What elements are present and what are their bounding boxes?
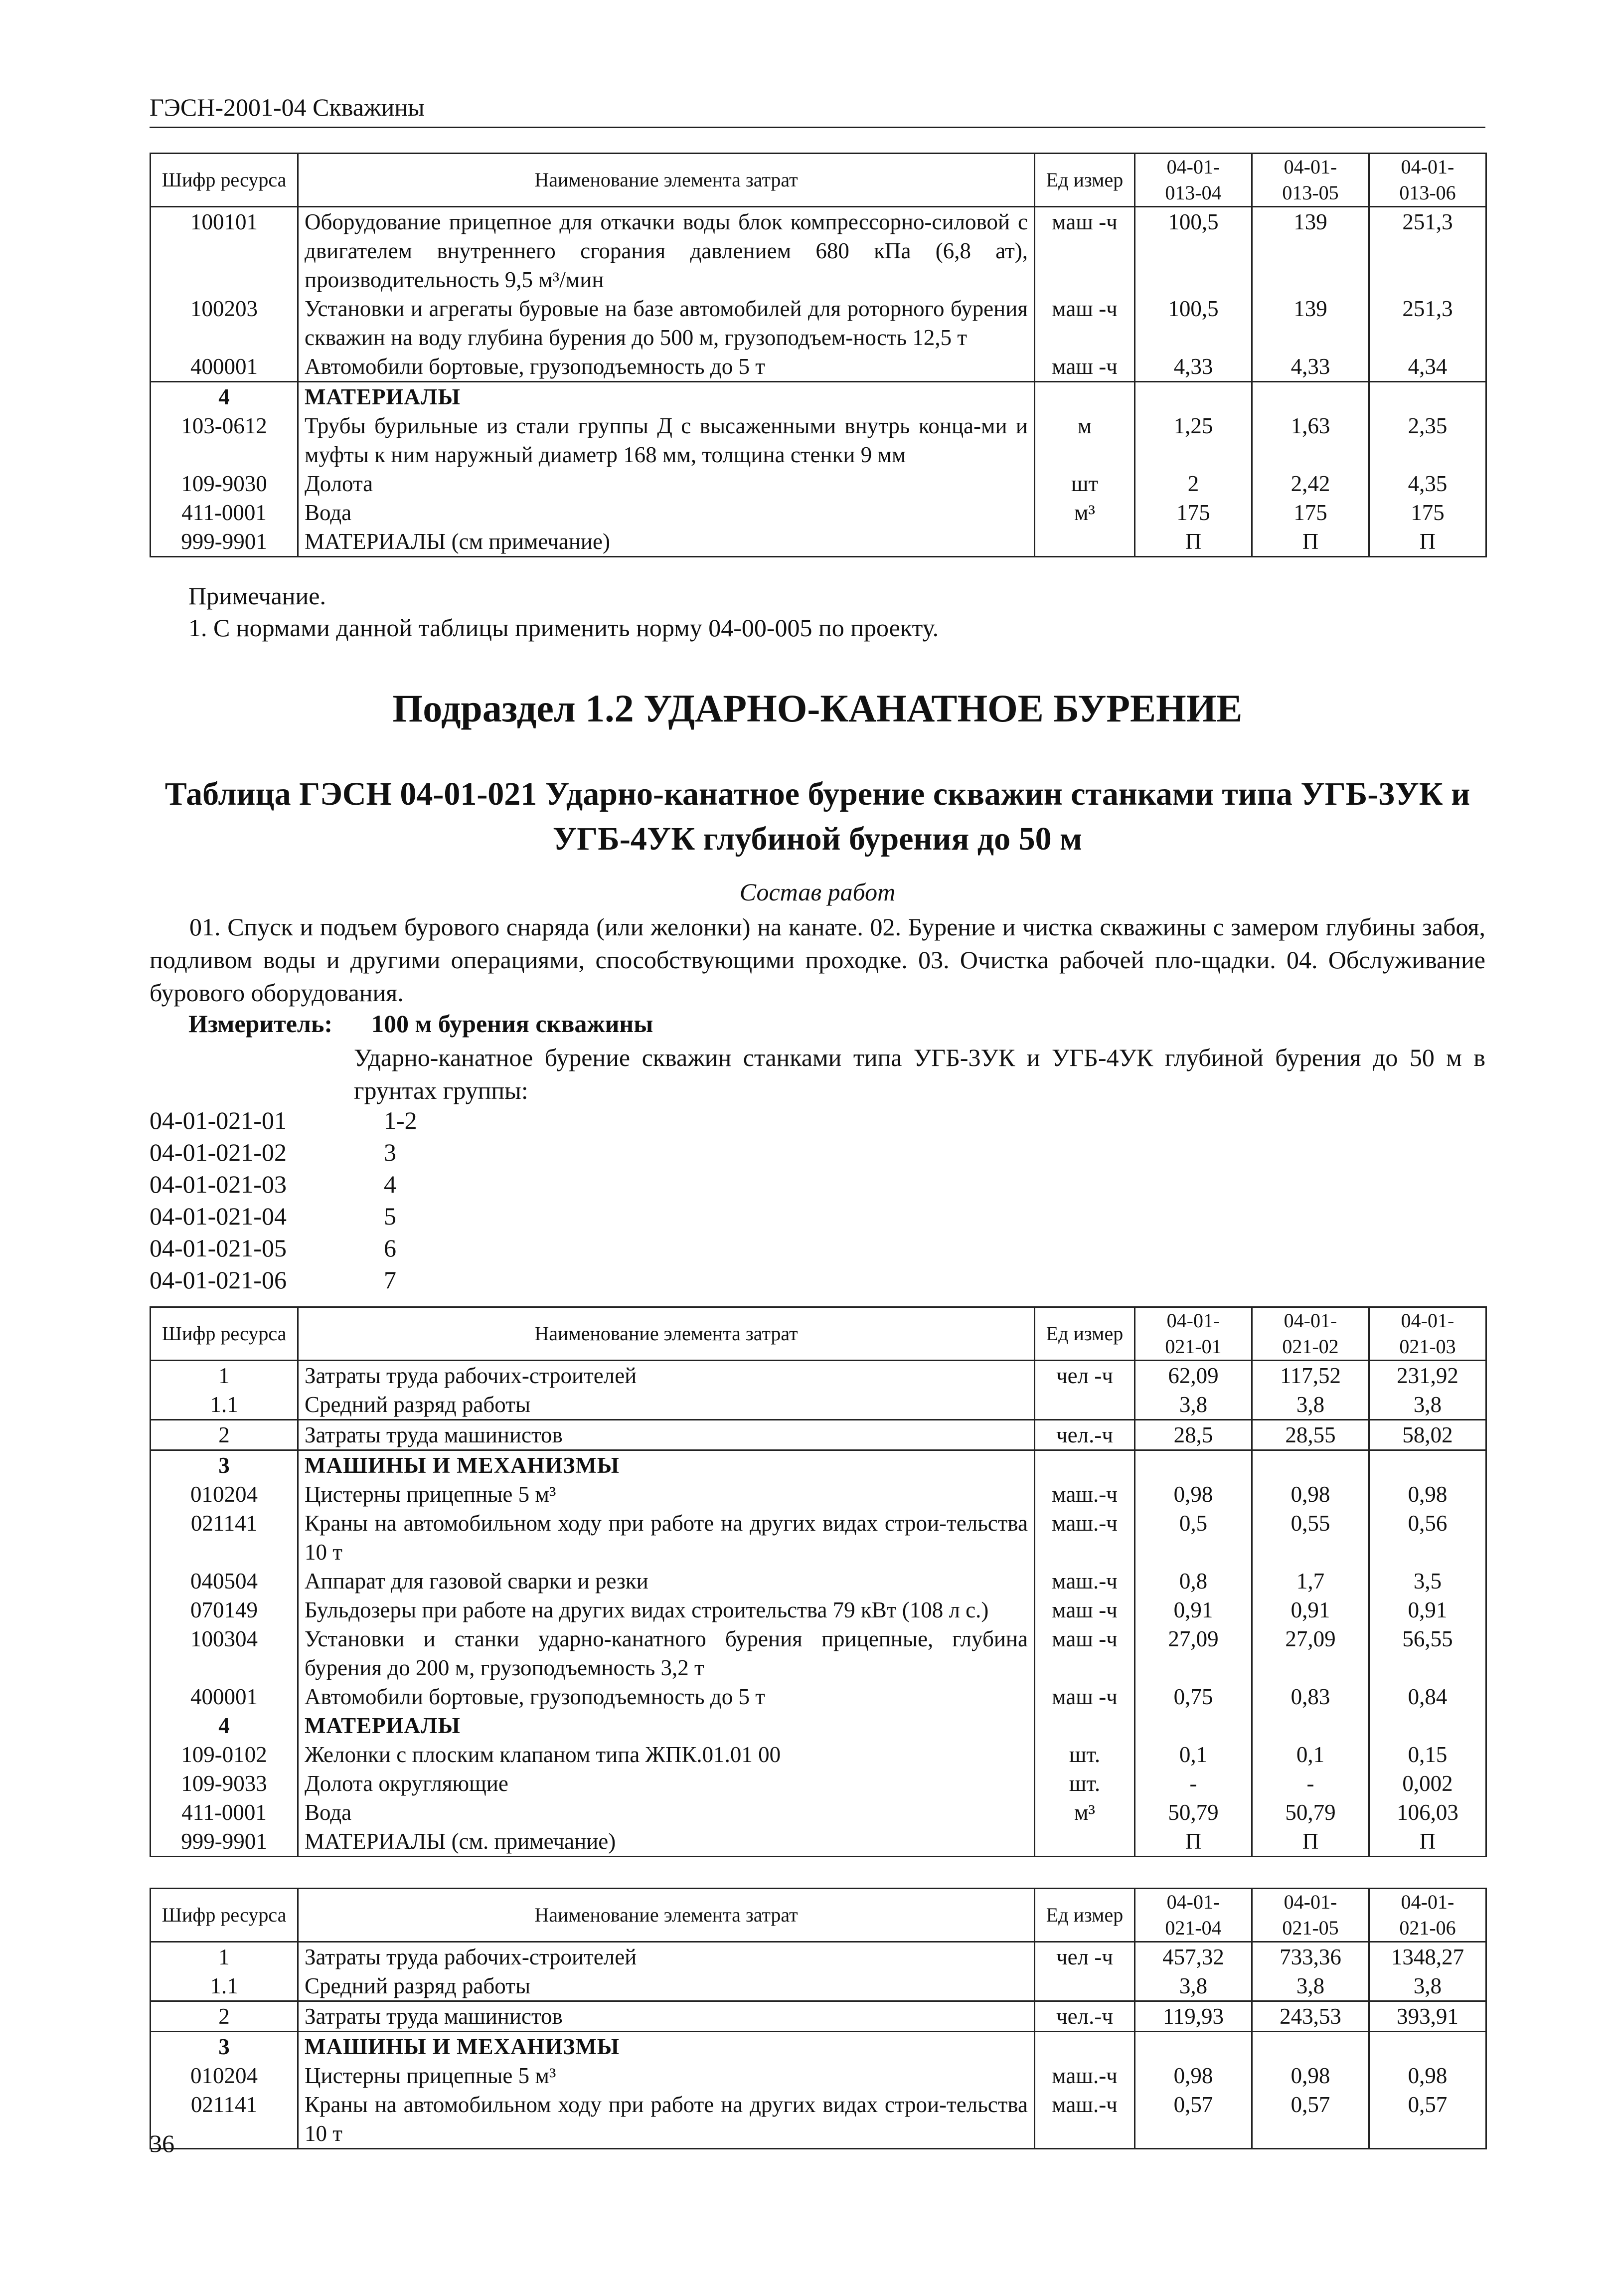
row-unit: маш.-ч — [1035, 2090, 1135, 2149]
row-unit: маш -ч — [1035, 1624, 1135, 1682]
row-value-1: 457,32 — [1135, 1942, 1252, 1972]
table-title — [150, 772, 1485, 862]
resource-table-013 — [150, 153, 1487, 557]
row-value-3: 1348,27 — [1369, 1942, 1486, 1972]
row-unit: маш.-ч — [1035, 2061, 1135, 2090]
row-unit: маш.-ч — [1035, 1480, 1135, 1509]
row-code: 1.1 — [151, 1971, 298, 2001]
works-text: 01. Спуск и подъем бурового снаряда (или желонки) на канате. 02. Бурение и чистка скважины с замером глубины забоя, подливом воды и другими операциями, способствующими проходке. 03. Очистка рабочей пло-щадки. 04. Обслуживание бурового оборудования. — [150, 913, 1485, 1007]
row-value-3 — [1369, 2032, 1486, 2062]
page-number: 36 — [150, 2129, 174, 2157]
table-row — [151, 1711, 1486, 1740]
row-unit — [1035, 382, 1135, 412]
row-value-2 — [1252, 2032, 1369, 2062]
row-code: 040504 — [151, 1567, 298, 1595]
row-value-2: 0,98 — [1252, 2061, 1369, 2090]
row-value-2: - — [1252, 1769, 1369, 1798]
row-value-2: 0,91 — [1252, 1595, 1369, 1624]
row-value-1: 2 — [1135, 469, 1252, 498]
row-value-1 — [1135, 2032, 1252, 2062]
row-unit: маш -ч — [1035, 1682, 1135, 1711]
norm-group: 6 — [384, 1234, 396, 1262]
row-value-1: 28,5 — [1135, 1420, 1252, 1450]
row-value-2: 1,7 — [1252, 1567, 1369, 1595]
row-value-3: 3,8 — [1369, 1390, 1486, 1420]
row-name: Желонки с плоским клапаном типа ЖПК.01.01 00 — [298, 1740, 1035, 1769]
row-value-1: 0,8 — [1135, 1567, 1252, 1595]
row-name: Вода — [298, 498, 1035, 527]
row-value-2: 139 — [1252, 207, 1369, 295]
row-value-1 — [1135, 1711, 1252, 1740]
meter-label: Измеритель: — [188, 1010, 333, 1038]
table-row — [151, 352, 1486, 382]
row-name: Автомобили бортовые, грузоподъемность до 5 т — [298, 1682, 1035, 1711]
row-unit: шт. — [1035, 1740, 1135, 1769]
header-code: Шифр ресурса — [151, 1889, 298, 1942]
row-value-3: 0,91 — [1369, 1595, 1486, 1624]
row-value-1: 27,09 — [1135, 1624, 1252, 1682]
row-value-3: П — [1369, 1827, 1486, 1857]
row-value-3: 0,15 — [1369, 1740, 1486, 1769]
row-code: 103-0612 — [151, 411, 298, 469]
table-row — [151, 1798, 1486, 1827]
row-value-1: 0,5 — [1135, 1509, 1252, 1567]
row-name: Цистерны прицепные 5 м³ — [298, 1480, 1035, 1509]
header-rule — [150, 127, 1485, 128]
row-value-3: 0,57 — [1369, 2090, 1486, 2149]
row-value-3: 4,34 — [1369, 352, 1486, 382]
table-row — [151, 294, 1486, 352]
table-row — [151, 382, 1486, 412]
row-value-2: 0,83 — [1252, 1682, 1369, 1711]
table-row — [151, 527, 1486, 557]
row-code: 021141 — [151, 2090, 298, 2149]
row-value-1: 0,91 — [1135, 1595, 1252, 1624]
header-code: Шифр ресурса — [151, 1307, 298, 1361]
header-unit: Ед измер — [1035, 1889, 1135, 1942]
row-value-3: 251,3 — [1369, 207, 1486, 295]
resource-table-021-a — [150, 1306, 1487, 1857]
header-code: Шифр ресурса — [151, 154, 298, 207]
row-code: 100101 — [151, 207, 298, 295]
row-value-2: 2,42 — [1252, 469, 1369, 498]
row-name: Вода — [298, 1798, 1035, 1827]
table-row — [151, 1480, 1486, 1509]
row-value-3: 0,98 — [1369, 1480, 1486, 1509]
row-value-3: 251,3 — [1369, 294, 1486, 352]
row-value-2: 3,8 — [1252, 1971, 1369, 2001]
meter-value: 100 м бурения скважины — [371, 1010, 653, 1038]
header-norm-3: 04-01- 013-06 — [1369, 154, 1486, 207]
row-unit: чел -ч — [1035, 1361, 1135, 1391]
row-value-2: 4,33 — [1252, 352, 1369, 382]
row-name: Средний разряд работы — [298, 1971, 1035, 2001]
row-value-2: 243,53 — [1252, 2001, 1369, 2032]
table-row — [151, 1390, 1486, 1420]
norm-group: 1-2 — [384, 1106, 417, 1134]
row-code: 411-0001 — [151, 1798, 298, 1827]
row-name: Краны на автомобильном ходу при работе на других видах строи-тельства 10 т — [298, 2090, 1035, 2149]
row-unit — [1035, 1827, 1135, 1857]
table-row — [151, 1769, 1486, 1798]
row-name: Бульдозеры при работе на других видах строительства 79 кВт (108 л с.) — [298, 1595, 1035, 1624]
row-value-1: 3,8 — [1135, 1971, 1252, 2001]
row-value-1: 100,5 — [1135, 294, 1252, 352]
row-unit: м — [1035, 411, 1135, 469]
header-name: Наименование элемента затрат — [298, 1889, 1035, 1942]
table-row — [151, 1595, 1486, 1624]
row-value-1: 175 — [1135, 498, 1252, 527]
header-norm-1: 04-01- 021-04 — [1135, 1889, 1252, 1942]
row-value-3: 175 — [1369, 498, 1486, 527]
row-name: Средний разряд работы — [298, 1390, 1035, 1420]
row-unit: маш -ч — [1035, 1595, 1135, 1624]
row-unit — [1035, 2032, 1135, 2062]
row-code: 100304 — [151, 1624, 298, 1682]
row-unit: маш -ч — [1035, 294, 1135, 352]
table-body — [151, 1361, 1486, 1857]
row-unit: м³ — [1035, 1798, 1135, 1827]
row-value-1: П — [1135, 527, 1252, 557]
table-row — [151, 2090, 1486, 2149]
resource-table-021-b — [150, 1888, 1487, 2149]
note-text: 1. С нормами данной таблицы применить норму 04-00-005 по проекту. — [188, 614, 939, 642]
row-value-1: 4,33 — [1135, 352, 1252, 382]
row-value-2: 0,98 — [1252, 1480, 1369, 1509]
table-row — [151, 2032, 1486, 2062]
row-name: Установки и станки ударно-канатного бурения прицепные, глубина бурения до 200 м, грузоподъемность 3,2 т — [298, 1624, 1035, 1682]
row-value-3: 0,84 — [1369, 1682, 1486, 1711]
row-name: Затраты труда рабочих-строителей — [298, 1942, 1035, 1972]
row-code: 100203 — [151, 294, 298, 352]
row-unit: маш.-ч — [1035, 1567, 1135, 1595]
header-norm-1: 04-01- 021-01 — [1135, 1307, 1252, 1361]
table-row — [151, 1624, 1486, 1682]
row-value-2 — [1252, 1450, 1369, 1480]
row-name: Цистерны прицепные 5 м³ — [298, 2061, 1035, 2090]
row-value-1: 0,98 — [1135, 2061, 1252, 2090]
table-row — [151, 1420, 1486, 1450]
norm-code: 04-01-021-03 — [150, 1170, 287, 1198]
row-value-2: 1,63 — [1252, 411, 1369, 469]
header-unit: Ед измер — [1035, 1307, 1135, 1361]
row-value-2: П — [1252, 1827, 1369, 1857]
row-value-1: 3,8 — [1135, 1390, 1252, 1420]
norm-code: 04-01-021-05 — [150, 1234, 287, 1262]
row-code: 999-9901 — [151, 527, 298, 557]
row-value-2: 50,79 — [1252, 1798, 1369, 1827]
row-unit — [1035, 1711, 1135, 1740]
row-value-1: 100,5 — [1135, 207, 1252, 295]
row-code: 4 — [151, 382, 298, 412]
subsection-title: Подраздел 1.2 УДАРНО-КАНАТНОЕ БУРЕНИЕ — [392, 687, 1243, 730]
row-unit: чел.-ч — [1035, 2001, 1135, 2032]
row-value-2: 0,55 — [1252, 1509, 1369, 1567]
row-value-3 — [1369, 1450, 1486, 1480]
row-value-2: 0,57 — [1252, 2090, 1369, 2149]
row-unit: м³ — [1035, 498, 1135, 527]
row-value-2: 139 — [1252, 294, 1369, 352]
table-body — [151, 207, 1486, 557]
row-code: 1.1 — [151, 1390, 298, 1420]
row-unit — [1035, 1971, 1135, 2001]
row-value-2: 27,09 — [1252, 1624, 1369, 1682]
running-head: ГЭСН-2001-04 Скважины — [150, 93, 425, 121]
norm-group: 4 — [384, 1170, 396, 1198]
norm-description: Ударно-канатное бурение скважин станками типа УГБ-3УК и УГБ-4УК глубиной бурения до 50 м в грунтах группы: — [354, 1044, 1485, 1104]
row-value-3: 2,35 — [1369, 411, 1486, 469]
row-code: 400001 — [151, 1682, 298, 1711]
row-name: Аппарат для газовой сварки и резки — [298, 1567, 1035, 1595]
row-value-3: 3,8 — [1369, 1971, 1486, 2001]
row-unit: маш.-ч — [1035, 1509, 1135, 1567]
row-value-3: 0,56 — [1369, 1509, 1486, 1567]
row-value-2: П — [1252, 527, 1369, 557]
row-value-1: 1,25 — [1135, 411, 1252, 469]
table-row — [151, 1567, 1486, 1595]
header-name: Наименование элемента затрат — [298, 154, 1035, 207]
row-value-3: 56,55 — [1369, 1624, 1486, 1682]
header-norm-2: 04-01- 021-05 — [1252, 1889, 1369, 1942]
row-code: 3 — [151, 2032, 298, 2062]
row-code: 010204 — [151, 1480, 298, 1509]
table-row — [151, 2001, 1486, 2032]
row-value-3 — [1369, 1711, 1486, 1740]
row-code: 109-9033 — [151, 1769, 298, 1798]
row-code: 411-0001 — [151, 498, 298, 527]
row-name: МАТЕРИАЛЫ — [298, 382, 1035, 412]
row-value-3: 393,91 — [1369, 2001, 1486, 2032]
header-norm-2: 04-01- 013-05 — [1252, 154, 1369, 207]
row-unit — [1035, 1450, 1135, 1480]
row-code: 021141 — [151, 1509, 298, 1567]
row-name: Затраты труда машинистов — [298, 2001, 1035, 2032]
row-code: 070149 — [151, 1595, 298, 1624]
row-value-1 — [1135, 1450, 1252, 1480]
header-norm-3: 04-01- 021-03 — [1369, 1307, 1486, 1361]
norm-code: 04-01-021-04 — [150, 1202, 287, 1230]
row-value-1 — [1135, 382, 1252, 412]
table-row — [151, 1827, 1486, 1857]
row-value-1: П — [1135, 1827, 1252, 1857]
row-name: МАТЕРИАЛЫ (см примечание) — [298, 527, 1035, 557]
table-body — [151, 1942, 1486, 2149]
row-unit: маш -ч — [1035, 352, 1135, 382]
row-name: Трубы бурильные из стали группы Д с высаженными внутрь конца-ми и муфты к ним наружный диаметр 168 мм, толщина стенки 9 мм — [298, 411, 1035, 469]
row-name: Установки и агрегаты буровые на базе автомобилей для роторного бурения скважин на воду глубина бурения до 500 м, грузоподъем-ность 12,5 т — [298, 294, 1035, 352]
row-unit: шт — [1035, 469, 1135, 498]
table-row — [151, 1509, 1486, 1567]
row-value-2: 175 — [1252, 498, 1369, 527]
row-name: МАШИНЫ И МЕХАНИЗМЫ — [298, 2032, 1035, 2062]
norm-group: 3 — [384, 1138, 396, 1166]
row-value-1: 50,79 — [1135, 1798, 1252, 1827]
table-title-line-2: УГБ-4УК глубиной бурения до 50 м — [552, 821, 1083, 857]
row-value-3: 4,35 — [1369, 469, 1486, 498]
row-value-3: 0,98 — [1369, 2061, 1486, 2090]
header-name: Наименование элемента затрат — [298, 1307, 1035, 1361]
row-name: Затраты труда рабочих-строителей — [298, 1361, 1035, 1391]
row-unit: шт. — [1035, 1769, 1135, 1798]
row-value-3: 106,03 — [1369, 1798, 1486, 1827]
table-row — [151, 1682, 1486, 1711]
row-code: 1 — [151, 1942, 298, 1972]
header-norm-1: 04-01- 013-04 — [1135, 154, 1252, 207]
header-norm-3: 04-01- 021-06 — [1369, 1889, 1486, 1942]
row-name: Автомобили бортовые, грузоподъемность до 5 т — [298, 352, 1035, 382]
row-value-2: 117,52 — [1252, 1361, 1369, 1391]
row-unit: чел.-ч — [1035, 1420, 1135, 1450]
row-name: МАШИНЫ И МЕХАНИЗМЫ — [298, 1450, 1035, 1480]
row-value-1: 62,09 — [1135, 1361, 1252, 1391]
row-value-3: 231,92 — [1369, 1361, 1486, 1391]
table-row — [151, 1971, 1486, 2001]
header-norm-2: 04-01- 021-02 — [1252, 1307, 1369, 1361]
row-value-1: 119,93 — [1135, 2001, 1252, 2032]
norm-group: 5 — [384, 1202, 396, 1230]
row-name: Затраты труда машинистов — [298, 1420, 1035, 1450]
row-value-3: 3,5 — [1369, 1567, 1486, 1595]
row-name: Оборудование прицепное для откачки воды блок компрессорно-силовой с двигателем внутреннего сгорания давлением 680 кПа (6,8 ат), производительность 9,5 м³/мин — [298, 207, 1035, 295]
row-unit — [1035, 527, 1135, 557]
table-row — [151, 469, 1486, 498]
table-title-line-1: Таблица ГЭСН 04-01-021 Ударно-канатное бурение скважин станками типа УГБ-3УК и — [164, 776, 1470, 812]
row-code: 109-0102 — [151, 1740, 298, 1769]
row-unit: чел -ч — [1035, 1942, 1135, 1972]
row-value-2: 28,55 — [1252, 1420, 1369, 1450]
row-unit: маш -ч — [1035, 207, 1135, 295]
row-value-3: 0,002 — [1369, 1769, 1486, 1798]
row-code: 400001 — [151, 352, 298, 382]
table-row — [151, 2061, 1486, 2090]
row-name: Краны на автомобильном ходу при работе на других видах строи-тельства 10 т — [298, 1509, 1035, 1567]
row-code: 109-9030 — [151, 469, 298, 498]
norm-group: 7 — [384, 1266, 396, 1294]
row-value-1: 0,98 — [1135, 1480, 1252, 1509]
table-row — [151, 207, 1486, 295]
row-value-1: 0,57 — [1135, 2090, 1252, 2149]
row-code: 3 — [151, 1450, 298, 1480]
row-name: Долота — [298, 469, 1035, 498]
row-value-2: 733,36 — [1252, 1942, 1369, 1972]
table-row — [151, 1942, 1486, 1972]
row-code: 2 — [151, 1420, 298, 1450]
row-code: 010204 — [151, 2061, 298, 2090]
row-value-2: 3,8 — [1252, 1390, 1369, 1420]
row-code: 4 — [151, 1711, 298, 1740]
norm-code: 04-01-021-01 — [150, 1106, 287, 1134]
row-value-2 — [1252, 1711, 1369, 1740]
row-value-1: 0,75 — [1135, 1682, 1252, 1711]
row-name: МАТЕРИАЛЫ — [298, 1711, 1035, 1740]
row-unit — [1035, 1390, 1135, 1420]
norm-code: 04-01-021-02 — [150, 1138, 287, 1166]
row-value-3 — [1369, 382, 1486, 412]
row-value-2 — [1252, 382, 1369, 412]
row-value-1: 0,1 — [1135, 1740, 1252, 1769]
table-row — [151, 1740, 1486, 1769]
row-value-3: П — [1369, 527, 1486, 557]
row-name: МАТЕРИАЛЫ (см. примечание) — [298, 1827, 1035, 1857]
note-label: Примечание. — [188, 582, 326, 610]
row-code: 1 — [151, 1361, 298, 1391]
row-name: Долота округляющие — [298, 1769, 1035, 1798]
row-value-2: 0,1 — [1252, 1740, 1369, 1769]
norm-code: 04-01-021-06 — [150, 1266, 287, 1294]
row-value-1: - — [1135, 1769, 1252, 1798]
works-heading: Состав работ — [739, 878, 896, 906]
table-row — [151, 1361, 1486, 1391]
table-row — [151, 411, 1486, 469]
row-code: 999-9901 — [151, 1827, 298, 1857]
table-row — [151, 1450, 1486, 1480]
row-value-3: 58,02 — [1369, 1420, 1486, 1450]
row-code: 2 — [151, 2001, 298, 2032]
header-unit: Ед измер — [1035, 154, 1135, 207]
table-row — [151, 498, 1486, 527]
